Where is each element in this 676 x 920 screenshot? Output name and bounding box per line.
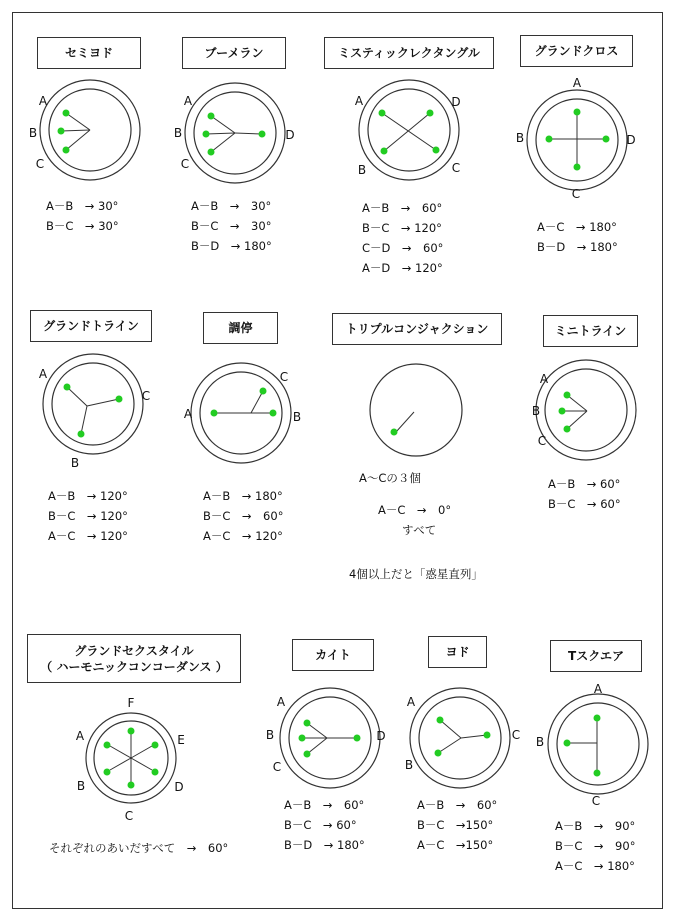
label-c: C — [272, 760, 282, 774]
diagram-semiyodo — [35, 75, 145, 185]
label-c: C — [141, 389, 151, 403]
angle-line: A－B → 30° — [191, 199, 272, 213]
label-a: A — [593, 682, 603, 696]
title-t-square: Tスクエア — [550, 640, 642, 672]
diagram-grand-sextile — [81, 708, 184, 808]
label-a: A — [406, 695, 416, 709]
label-b: B — [173, 126, 183, 140]
title-mini-trine: ミニトライン — [543, 315, 638, 347]
label-b: B — [531, 404, 541, 418]
label-b: B — [28, 126, 38, 140]
label-a: A — [183, 407, 193, 421]
angle-line: A－B → 120° — [48, 489, 128, 503]
label-c: C — [451, 161, 461, 175]
title-mediation: 調停 — [203, 312, 278, 344]
angle-line: B－D → 180° — [284, 838, 365, 852]
label-f: F — [127, 696, 135, 710]
angle-line: B－C → 60° — [284, 818, 357, 832]
label-b: B — [535, 735, 545, 749]
label-d: D — [285, 128, 295, 142]
label-d: D — [174, 780, 184, 794]
angle-line: A－B → 180° — [203, 489, 283, 503]
angle-line: B－D → 180° — [191, 239, 272, 253]
title-yod: ヨド — [428, 636, 487, 668]
angle-line: A－B → 60° — [362, 201, 443, 215]
label-a: A — [276, 695, 286, 709]
label-b: B — [70, 456, 80, 470]
angle-line: A－C → 120° — [203, 529, 283, 543]
planet-c — [63, 147, 70, 154]
label-c: C — [591, 794, 601, 808]
angle-line: A－C → 180° — [537, 220, 617, 234]
angle-line: B－C → 90° — [555, 839, 636, 853]
label-b: B — [292, 410, 302, 424]
note-count: A～Cの３個 — [359, 471, 421, 485]
label-b: B — [515, 131, 525, 145]
diagram-mystic-rectangle — [354, 75, 464, 185]
label-c: C — [537, 434, 547, 448]
title-line: （ ハーモニックコンコーダンス ） — [40, 659, 228, 674]
label-a: A — [38, 367, 48, 381]
note-all-60: それぞれのあいだすべて → 60° — [49, 841, 229, 855]
angle-line: A－C → 180° — [555, 859, 635, 873]
title-triple-conjunction: トリプルコンジャクション — [332, 313, 502, 345]
label-c: C — [180, 157, 190, 171]
diagram-boomerang — [180, 78, 290, 188]
label-e: E — [177, 733, 185, 747]
label-d: D — [451, 95, 461, 109]
angle-line: A－B → 30° — [46, 199, 119, 213]
note-alignment: 4個以上だと「惑星直列」 — [349, 567, 483, 581]
title-mystic-rectangle: ミスティックレクタングル — [324, 37, 494, 69]
label-c: C — [35, 157, 45, 171]
label-d: D — [626, 133, 636, 147]
diagram-kite — [272, 683, 385, 793]
diagram-grand-cross — [522, 85, 632, 195]
angle-line: B－C →150° — [417, 818, 494, 832]
diagram-t-square — [543, 689, 653, 799]
planet-b — [58, 128, 65, 135]
label-a: A — [539, 372, 549, 386]
angle-line: B－C → 60° — [548, 497, 621, 511]
title-grand-cross: グランドクロス — [520, 35, 633, 67]
angle-line: B－C → 120° — [362, 221, 442, 235]
title-kite: カイト — [292, 639, 374, 671]
diagram-yod — [405, 683, 515, 793]
note-angle: A－C → 0° — [378, 503, 452, 517]
angle-line: B－C → 120° — [48, 509, 128, 523]
diagram-triple-conjunction — [366, 360, 466, 460]
angle-line: A－B → 60° — [548, 477, 621, 491]
label-b: B — [357, 163, 367, 177]
label-c: C — [571, 187, 581, 201]
label-b: B — [404, 758, 414, 772]
angle-line: A－B → 60° — [417, 798, 498, 812]
title-line: グランドセクスタイル — [74, 643, 194, 658]
angle-line: A－C →150° — [417, 838, 494, 852]
title-boomerang: ブーメラン — [182, 37, 286, 69]
label-b: B — [265, 728, 275, 742]
diagram-grand-trine — [38, 349, 151, 459]
label-a: A — [572, 76, 582, 90]
angle-line: B－C → 30° — [46, 219, 119, 233]
label-a: A — [75, 729, 85, 743]
title-grand-trine: グランドトライン — [30, 310, 152, 342]
label-a: A — [38, 94, 48, 108]
angle-line: A－B → 60° — [284, 798, 365, 812]
label-d: D — [376, 729, 386, 743]
title-grand-sextile — [27, 634, 241, 683]
note-all: すべて — [402, 523, 437, 537]
angle-line: B－C → 60° — [203, 509, 284, 523]
planet-a — [63, 110, 70, 117]
label-a: A — [354, 94, 364, 108]
label-a: A — [183, 94, 193, 108]
title-semiyodo: セミヨド — [37, 37, 141, 69]
label-b: B — [76, 779, 86, 793]
label-c: C — [279, 370, 289, 384]
angle-line: C－D → 60° — [362, 241, 444, 255]
label-c: C — [511, 728, 521, 742]
angle-line: A－C → 120° — [48, 529, 128, 543]
angle-line: A－B → 90° — [555, 819, 636, 833]
angle-line: B－D → 180° — [537, 240, 618, 254]
label-c: C — [124, 809, 134, 823]
angle-line: B－C → 30° — [191, 219, 272, 233]
angle-line: A－D → 120° — [362, 261, 443, 275]
